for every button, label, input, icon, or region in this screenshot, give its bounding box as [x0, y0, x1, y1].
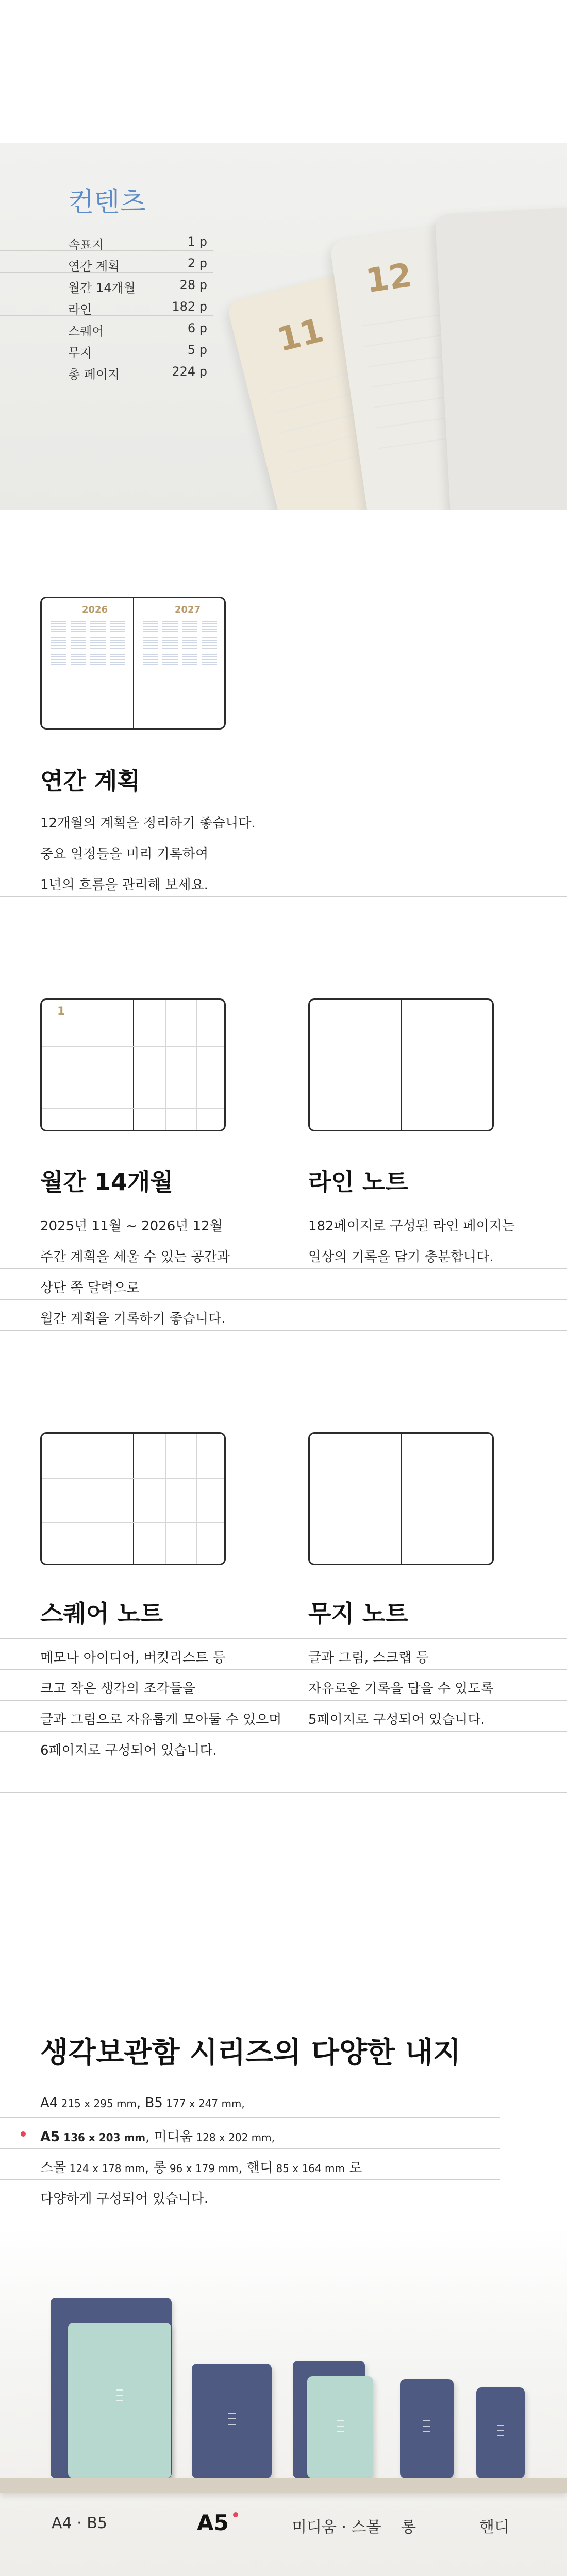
series-closing-text: 다양하게 구성되어 있습니다.: [40, 2191, 209, 2207]
shelf-label: 롱: [401, 2518, 416, 2536]
desc-line: 주간 계획을 세울 수 있는 공간과: [0, 1238, 289, 1268]
desc-line: [289, 1268, 567, 1299]
line-note-title: 라인 노트: [308, 1168, 408, 1196]
desc-line: 메모나 아이디어, 버킷리스트 등: [0, 1638, 289, 1669]
toc-row: [0, 250, 213, 272]
notebook-page-photo: [435, 207, 567, 510]
desc-line: 5페이지로 구성되어 있습니다.: [289, 1700, 567, 1731]
toc-page: 28 p: [179, 278, 207, 292]
monthly-title: 월간 14개월: [40, 1168, 173, 1196]
desc-line: [0, 1762, 289, 1793]
current-size-dot: [21, 2131, 26, 2137]
shelf-scene: [0, 2226, 567, 2576]
size-name: , 미디움: [145, 2129, 193, 2145]
size-name: A5: [40, 2129, 60, 2145]
desc-line: 글과 그림으로 자유롭게 모아둘 수 있으며: [0, 1700, 289, 1731]
blank-note-title: 무지 노트: [308, 1600, 408, 1628]
series-title: 생각보관함 시리즈의 다양한 내지: [40, 2036, 461, 2070]
current-size-dot: [233, 2512, 238, 2517]
desc-line: [289, 1762, 567, 1793]
shelf-label: 미디움 · 스몰: [292, 2518, 381, 2536]
long-notebook: [400, 2379, 454, 2478]
toc-row: [0, 272, 213, 294]
size-name: , 핸디: [238, 2160, 273, 2176]
toc-page: 1 p: [187, 234, 207, 249]
desc-line: 상단 쪽 달력으로: [0, 1268, 289, 1299]
shelf-label: A4 · B5: [52, 2514, 107, 2532]
size-name: 스몰: [40, 2160, 66, 2176]
shelf-label: A5: [197, 2510, 229, 2535]
desc-line: 1년의 흐름을 관리해 보세요.: [0, 866, 567, 896]
toc-name: 라인: [68, 302, 92, 317]
desc-line: 글과 그림, 스크랩 등: [289, 1638, 567, 1669]
notebook-month-number: 11: [273, 311, 327, 360]
toc-name: 무지: [68, 346, 92, 360]
toc-row: [0, 359, 213, 380]
shelf-label: 핸디: [479, 2518, 509, 2536]
toc-name: 속표지: [68, 238, 104, 252]
blank-spread-illustration: [308, 1432, 494, 1565]
handy-notebook: [476, 2387, 525, 2478]
size-name: , B5: [136, 2095, 163, 2111]
desc-line: 크고 작은 생각의 조각들을: [0, 1669, 289, 1700]
size-suffix: 로: [344, 2160, 362, 2176]
year-label: 2027: [175, 604, 201, 615]
toc-row: [0, 315, 213, 337]
size-dim: 215 x 295 mm: [58, 2097, 137, 2110]
desc-line: 자유로운 기록을 담을 수 있도록: [289, 1669, 567, 1700]
toc-name: 스퀘어: [68, 324, 104, 338]
size-dim: 177 x 247 mm,: [162, 2097, 245, 2110]
size-dim: 85 x 164 mm: [273, 2162, 345, 2175]
desc-line: [0, 896, 567, 927]
desc-line: 2025년 11월 ~ 2026년 12월: [0, 1207, 289, 1238]
toc-page: 5 p: [187, 343, 207, 357]
series-size-row: [0, 2179, 500, 2210]
toc-page: 182 p: [172, 299, 207, 314]
square-note-title: 스퀘어 노트: [40, 1600, 163, 1628]
toc-name: 총 페이지: [68, 367, 120, 382]
toc-name: 월간 14개월: [68, 281, 136, 295]
toc-table: [0, 229, 213, 380]
square-note-description: [0, 1638, 289, 1793]
blank-note-description: [289, 1638, 567, 1793]
b5-notebook: [68, 2323, 171, 2478]
desc-line: [0, 1330, 289, 1361]
size-dim: 124 x 178 mm: [66, 2162, 145, 2175]
desc-line: 182페이지로 구성된 라인 페이지는: [289, 1207, 567, 1238]
desc-line: 12개월의 계획을 정리하기 좋습니다.: [0, 804, 567, 835]
toc-page: 2 p: [187, 256, 207, 270]
month-label: 1: [57, 1005, 65, 1018]
toc-row: [0, 294, 213, 315]
desc-line: [289, 1330, 567, 1361]
desc-line: 6페이지로 구성되어 있습니다.: [0, 1731, 289, 1762]
toc-name: 연간 계획: [68, 259, 120, 274]
desc-line: 중요 일정들을 미리 기록하여: [0, 835, 567, 866]
series-size-row: [0, 2087, 500, 2117]
yearly-spread-illustration: [40, 597, 226, 730]
square-spread-illustration: [40, 1432, 226, 1565]
size-dim: 136 x 203 mm: [60, 2131, 146, 2144]
desc-line: [289, 1299, 567, 1330]
toc-row: [0, 229, 213, 250]
series-size-row: [0, 2148, 500, 2179]
size-name: A4: [40, 2095, 58, 2111]
a5-notebook: [192, 2364, 272, 2478]
contents-section: [0, 143, 567, 510]
line-spread-illustration: [308, 998, 494, 1131]
desc-line: [289, 1731, 567, 1762]
toc-page: 6 p: [187, 321, 207, 335]
toc-page: 224 p: [172, 364, 207, 379]
monthly-spread-illustration: [40, 998, 226, 1131]
line-note-description: [289, 1207, 567, 1361]
small-notebook: [307, 2376, 373, 2478]
desc-line: 일상의 기록을 담기 충분합니다.: [289, 1238, 567, 1268]
series-size-row: [0, 2117, 500, 2148]
year-label: 2026: [82, 604, 108, 615]
yearly-description: [0, 804, 567, 927]
yearly-title: 연간 계획: [40, 767, 140, 795]
contents-title: 컨텐츠: [68, 187, 146, 218]
shelf: [0, 2478, 567, 2493]
size-dim: 96 x 179 mm: [166, 2162, 239, 2175]
monthly-description: [0, 1207, 289, 1361]
size-dim: 128 x 202 mm,: [193, 2131, 275, 2144]
notebook-month-number: 12: [363, 256, 414, 301]
toc-row: [0, 337, 213, 359]
desc-line: 월간 계획을 기록하기 좋습니다.: [0, 1299, 289, 1330]
size-name: , 롱: [144, 2160, 166, 2176]
